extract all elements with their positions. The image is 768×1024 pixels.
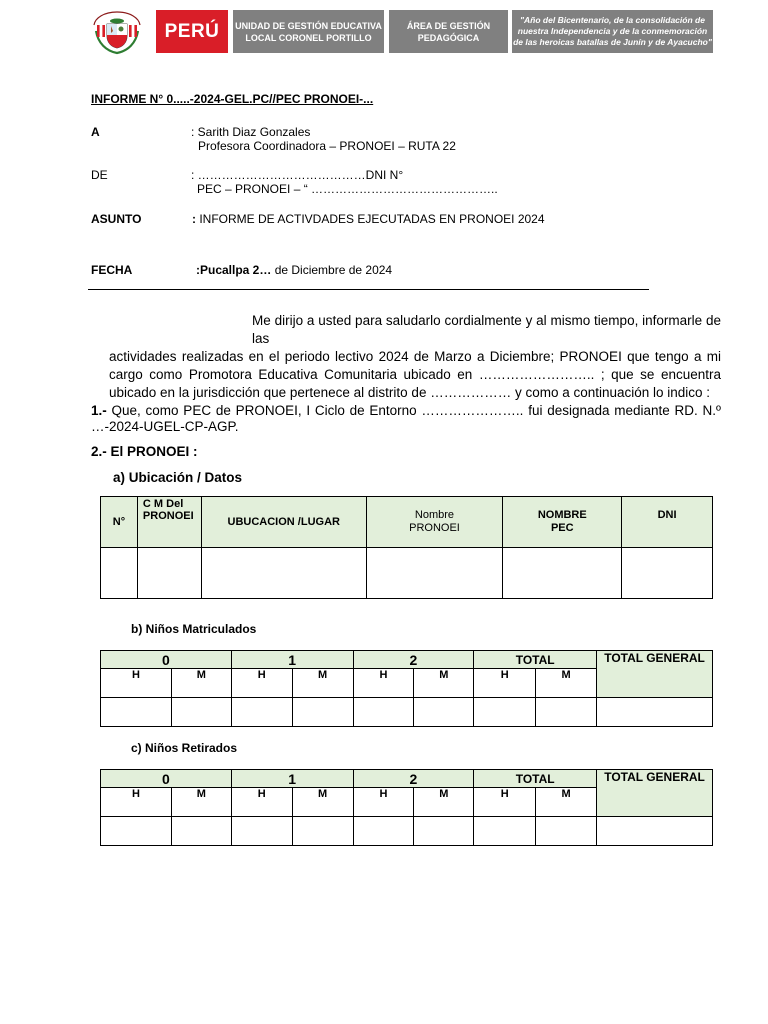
sub-h: H [353, 669, 414, 698]
ubicacion-table [100, 496, 713, 599]
cell[interactable] [101, 817, 172, 846]
matriculados-table [100, 650, 713, 727]
cell[interactable] [231, 698, 292, 727]
subheading-matriculados: b) Niños Matriculados [131, 622, 257, 636]
separator-line [88, 289, 649, 290]
group-total: TOTAL [474, 651, 597, 669]
asunto-value: INFORME DE ACTIVDADES EJECUTADAS EN PRONOEI 2024 [196, 212, 545, 226]
item-1-text: Que, como PEC de PRONOEI, I Ciclo de Entorno ………………….. fui designada mediante RD. N.º …- [91, 403, 721, 434]
header-pec-line-2: PEC [550, 522, 574, 534]
retirados-table [100, 769, 713, 846]
header-nombre-line-1: Nombre [414, 509, 455, 521]
ubicacion-header-row [101, 497, 713, 548]
group-age-1: 1 [231, 770, 353, 788]
cell[interactable] [474, 817, 536, 846]
cell[interactable] [292, 698, 353, 727]
cell[interactable] [536, 698, 597, 727]
item-2-text: - El PRONOEI : [102, 444, 198, 459]
cell-n[interactable] [101, 548, 138, 599]
sub-h: H [474, 669, 536, 698]
cell-nombre-pec[interactable] [503, 548, 622, 599]
cell[interactable] [171, 698, 231, 727]
report-title: INFORME N° 0.....-2024-GEL.PC//PEC PRONOEI-... [91, 92, 374, 106]
retirados-group-row [101, 770, 713, 788]
area-banner [389, 10, 508, 53]
ugel-line-1: UNIDAD DE GESTIÓN EDUCATIVA [235, 20, 382, 31]
cell[interactable] [597, 698, 713, 727]
sub-h: H [474, 788, 536, 817]
peru-logo [156, 10, 228, 53]
sub-m: M [536, 788, 597, 817]
de-value-1: : ……………………………………DNI N° [191, 168, 404, 182]
cell[interactable] [536, 817, 597, 846]
header-cm-line-1: C M Del [142, 498, 184, 510]
cell[interactable] [231, 817, 292, 846]
sub-h: H [101, 669, 172, 698]
year-banner [512, 10, 713, 53]
table-row [101, 548, 713, 599]
group-age-1: 1 [231, 651, 353, 669]
sub-m: M [171, 788, 231, 817]
intro-paragraph [109, 312, 721, 402]
header-n: N° [101, 497, 138, 548]
cell[interactable] [414, 817, 474, 846]
year-line-2: nuestra Independencia y de la conmemoración [517, 26, 708, 36]
intro-rest: actividades realizadas en el periodo lectivo 2024 de Marzo a Diciembre; PRONOEI que tengo a mi cargo como Promotora Educativa Comunitaria ubicado en …………………….. ; que se encuentra ubicado en la jurisdicción que pertenece al distrito de ……………… y como a continuación lo indico : [109, 349, 721, 400]
table-row [101, 817, 713, 846]
header-ubicacion: UBUCACION /LUGAR [201, 497, 366, 548]
fecha-value: de Diciembre de 2024 [271, 263, 393, 277]
item-2-number: 2. [91, 444, 103, 459]
area-line-1: ÁREA DE GESTIÓN [406, 20, 491, 31]
fecha-bold: :Pucallpa 2… [196, 263, 272, 277]
group-age-2: 2 [353, 651, 474, 669]
sub-m: M [414, 788, 474, 817]
sub-m: M [171, 669, 231, 698]
asunto-line [192, 212, 545, 226]
cell-dni[interactable] [622, 548, 713, 599]
header-pec-line-1: NOMBRE [537, 509, 587, 521]
group-total-general: TOTAL GENERAL [597, 651, 713, 698]
cell[interactable] [474, 698, 536, 727]
group-total: TOTAL [474, 770, 597, 788]
header-cm-line-2: PRONOEI [142, 510, 194, 522]
cell-nombre-pronoei[interactable] [366, 548, 503, 599]
header-cm [137, 497, 201, 548]
ugel-banner [233, 10, 384, 53]
ugel-line-2: LOCAL CORONEL PORTILLO [245, 32, 372, 43]
cell[interactable] [101, 698, 172, 727]
intro-first-line: Me dirijo a usted para saludarlo cordialmente y al mismo tiempo, informarle de las [252, 313, 721, 346]
item-2 [91, 444, 198, 459]
sub-h: H [353, 788, 414, 817]
asunto-label: ASUNTO [91, 212, 142, 226]
area-line-2: PEDAGÓGICA [417, 32, 480, 43]
table-row [101, 698, 713, 727]
fecha-label: FECHA [91, 263, 133, 277]
item-1-continued: 2024-UGEL-CP-AGP. [109, 419, 239, 434]
matriculados-group-row [101, 651, 713, 669]
sub-m: M [414, 669, 474, 698]
cell[interactable] [353, 698, 414, 727]
header-dni: DNI [622, 497, 713, 548]
cell[interactable] [414, 698, 474, 727]
cell[interactable] [597, 817, 713, 846]
header-nombre-pec [503, 497, 622, 548]
cell-ubicacion[interactable] [201, 548, 366, 599]
group-age-0: 0 [101, 651, 232, 669]
group-age-0: 0 [101, 770, 232, 788]
de-label: DE [91, 168, 108, 182]
de-value-2: PEC – PRONOEI – “ ……………………………………….. [197, 182, 498, 196]
group-age-2: 2 [353, 770, 474, 788]
sub-h: H [101, 788, 172, 817]
header-nombre-line-2: PRONOEI [409, 522, 460, 534]
header-nombre-pronoei [366, 497, 503, 548]
a-value-2: Profesora Coordinadora – PRONOEI – RUTA 22 [198, 139, 456, 153]
sub-m: M [292, 669, 353, 698]
subheading-retirados: c) Niños Retirados [131, 741, 238, 755]
peru-coat-of-arms-icon [90, 9, 144, 55]
year-line-1: "Año del Bicentenario, de la consolidación de [520, 15, 705, 25]
group-total-general: TOTAL GENERAL [597, 770, 713, 817]
sub-h: H [231, 788, 292, 817]
year-line-3: de las heroicas batallas de Junín y de Ayacucho" [513, 37, 712, 47]
cell[interactable] [171, 817, 231, 846]
cell-cm[interactable] [137, 548, 201, 599]
a-label: A [91, 125, 100, 139]
asunto-colon: : [192, 212, 196, 226]
sub-m: M [292, 788, 353, 817]
a-value-1: : Sarith Diaz Gonzales [191, 125, 311, 139]
sub-m: M [536, 669, 597, 698]
item-1-number: 1.- [91, 403, 107, 418]
fecha-line [196, 263, 392, 277]
peru-logo-text: PERÚ [164, 20, 220, 42]
subheading-ubicacion: a) Ubicación / Datos [113, 470, 243, 485]
cell[interactable] [353, 817, 414, 846]
cell[interactable] [292, 817, 353, 846]
sub-h: H [231, 669, 292, 698]
